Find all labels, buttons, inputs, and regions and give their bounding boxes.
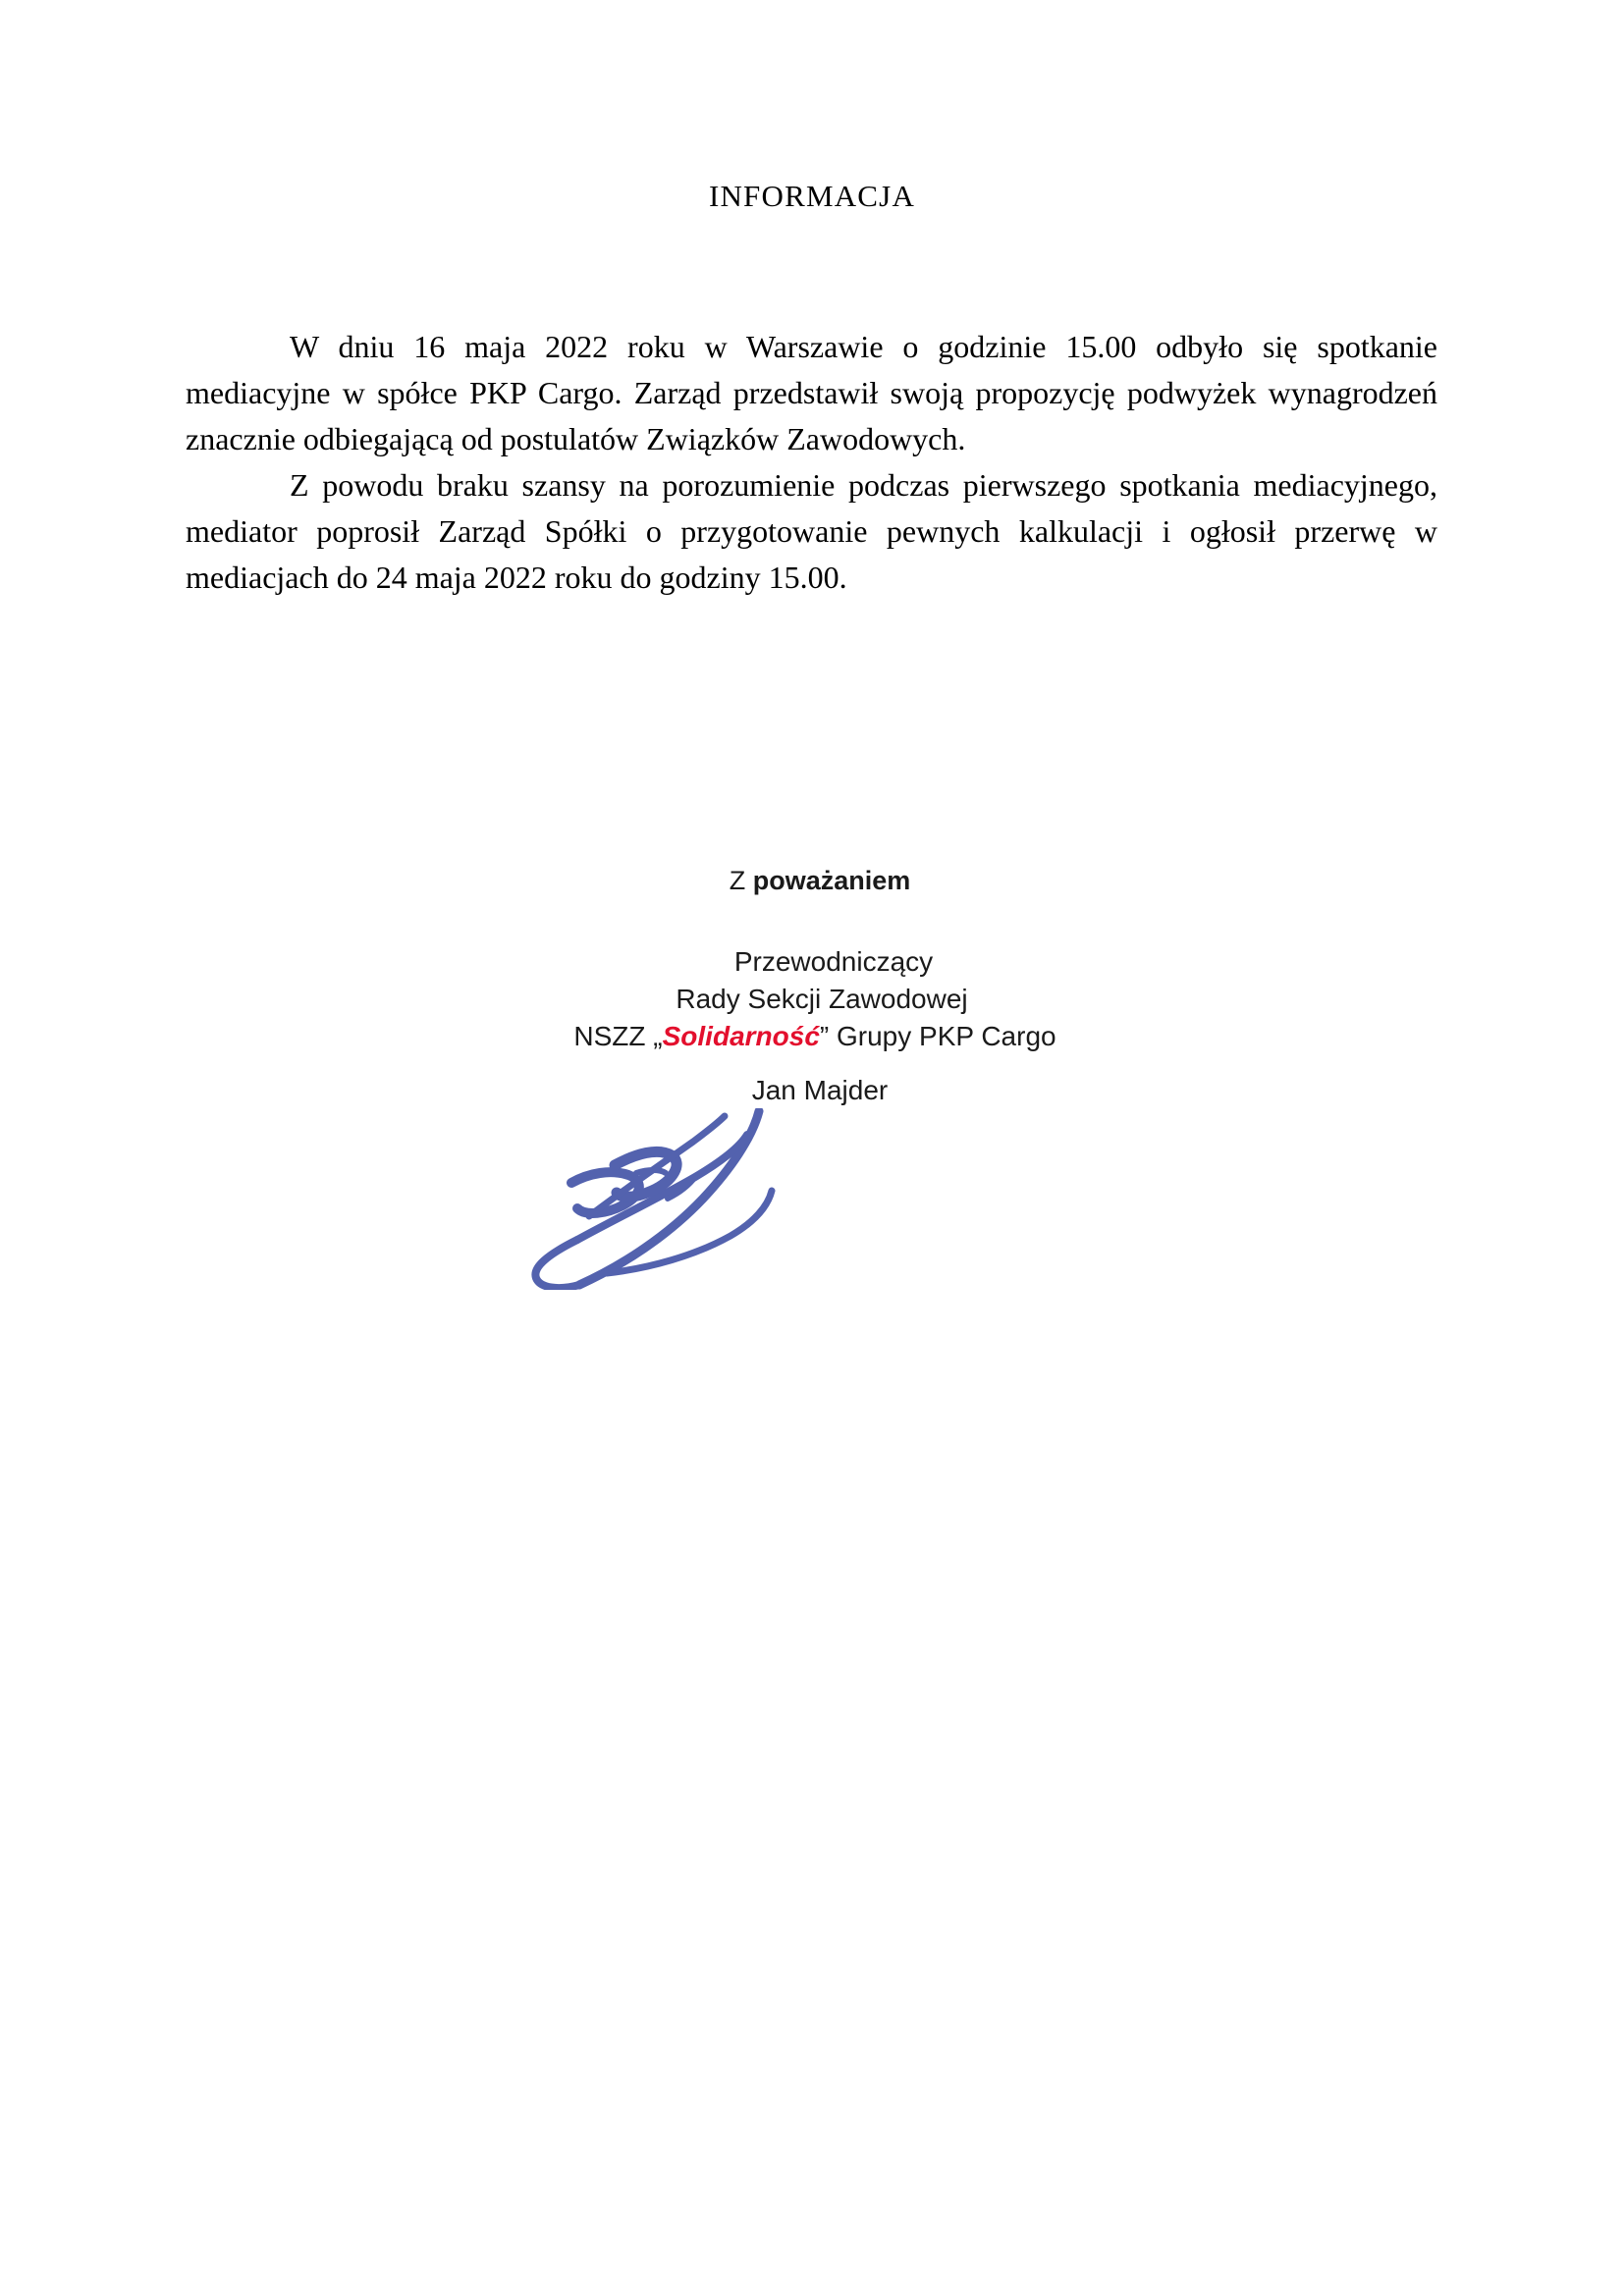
handwritten-signature-ink	[520, 1108, 844, 1290]
paragraph-1: W dniu 16 maja 2022 roku w Warszawie o godzinie 15.00 odbyło się spotkanie mediacyjne w spółce PKP Cargo. Zarząd przedstawił swoją propozycję podwyżek wynagrodzeń znacznie odbiegającą od postulatów Związków Zawodowych.	[186, 329, 1437, 456]
document-body	[186, 324, 1437, 601]
paragraph-2: Z powodu braku szansy na porozumienie podczas pierwszego spotkania mediacyjnego, mediator poprosił Zarząd Spółki o przygotowanie pewnych kalkulacji i ogłosił przerwę w mediacjach do 24 maja 2022 roku do godziny 15.00.	[186, 467, 1437, 595]
regards-line	[344, 864, 1286, 897]
regards-bold-text: poważaniem	[752, 866, 911, 895]
signature-role-lines	[344, 943, 1286, 1108]
signature-block	[344, 864, 1286, 1108]
page-title: INFORMACJA	[708, 179, 916, 213]
org-prefix-text: NSZZ „	[573, 1021, 663, 1051]
regards-plain-text: Z	[729, 866, 753, 895]
org-name-solidarnosc: Solidarność	[662, 1021, 820, 1051]
role-line-council: Rady Sekcji Zawodowej	[676, 984, 968, 1014]
signer-name: Jan Majder	[751, 1075, 889, 1105]
org-suffix-text: ” Grupy PKP Cargo	[819, 1021, 1056, 1051]
role-line-chairman: Przewodniczący	[733, 946, 934, 977]
role-line-organization	[344, 1018, 1286, 1055]
